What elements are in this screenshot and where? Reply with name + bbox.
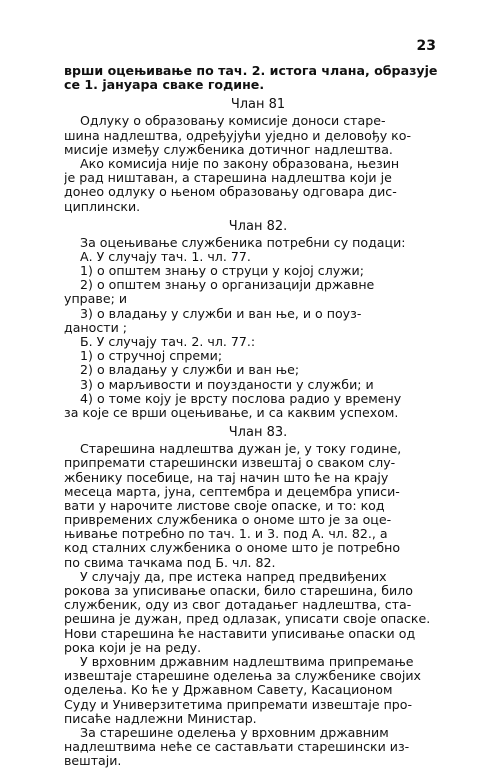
text-line: решина је дужан, пред одлазак, уписати своје опаске.	[64, 612, 431, 627]
text-line: 3) о марљивости и поузданости у служби; и	[64, 377, 374, 392]
text-line: мисије између службеника дотичног надлештва.	[64, 142, 393, 157]
text-line: У случају да, пре истека напред предвиђених	[64, 569, 387, 584]
text-line: за које се врши оцењивање, и са каквим успехом.	[64, 405, 399, 420]
article-heading: Члан 82.	[228, 218, 288, 234]
text-line: Старешина надлештва дужан је, у току године,	[64, 442, 402, 457]
text-line: У врховним државним надлештвима припремање	[64, 654, 414, 669]
text-line: Нови старешина ће наставити уписивање опаски од	[64, 626, 416, 641]
text-line: оделења. Ко ће у Државном Савету, Касационом	[64, 683, 393, 698]
text-line: вештаји.	[64, 754, 122, 768]
text-line: даности ;	[64, 320, 128, 335]
text-line: је рад ништаван, а старешина надлештва који је	[64, 171, 392, 186]
text-line: вати у нарочите листове своје опаске, и то: код	[64, 498, 385, 513]
text-line: службеник, оду из свог дотадањег надлештва, ста-	[64, 598, 412, 613]
document-body	[64, 64, 452, 768]
text-line: 2) о општем знању о организацији државне	[64, 278, 375, 293]
text-line: извештаје старешине оделења за службенике својих	[64, 669, 421, 684]
article-heading: Члан 81	[230, 97, 286, 113]
text-line: 2) о владању у служби и ван ње;	[64, 363, 300, 378]
text-line: се 1. јануара сваке године.	[64, 78, 265, 93]
text-line: Б. У случају тач. 2. чл. 77.:	[64, 335, 256, 349]
text-line: месеца марта, јуна, септембра и децембра уписи-	[64, 484, 400, 499]
text-line: 1) о стручној спреми;	[64, 349, 223, 364]
text-line: 4) о томе коју је врсту послова радио у времену	[64, 391, 402, 406]
text-line: управе; и	[64, 292, 127, 307]
page-number: 23	[416, 38, 436, 54]
text-line: рока који је на реду.	[64, 640, 202, 655]
text-line: Суду и Универзитетима припремати извештаје про-	[64, 697, 413, 712]
text-line: жбенику посебице, на тај начин што ће на крају	[64, 470, 389, 485]
article-heading: Члан 83.	[228, 425, 288, 441]
text-line: врши оцењивање по тач. 2. истога члана, образује	[64, 64, 438, 78]
text-line: по свима тачкама под Б. чл. 82.	[64, 555, 276, 570]
text-line: донео одлуку о њеном образовању одговара дис-	[64, 185, 397, 200]
text-line: њивање потребно по тач. 1. и 3. под А. чл. 82., а	[64, 527, 388, 542]
text-line: припремати старешински извештај о сваком слу-	[64, 456, 396, 471]
text-line: рокова за уписивање опаски, било старешина, било	[64, 584, 413, 598]
text-line: циплински.	[64, 199, 141, 214]
text-line: За старешине оделења у врховним државним	[64, 725, 389, 740]
text-line: 3) о владању у служби и ван ње, и о поуз-	[64, 306, 362, 321]
text-line: код сталних службеника о ономе што је потребно	[64, 541, 401, 556]
text-line: писаће надлежни Министар.	[64, 711, 257, 726]
text-line: Ако комисија није по закону образована, њезин	[64, 156, 400, 171]
text-line: 1) о општем знању о струци у којој служи;	[64, 264, 364, 279]
text-line: привремених службеника о ономе што је за оце-	[64, 513, 392, 528]
text-line: А. У случају тач. 1. чл. 77.	[64, 249, 251, 264]
text-line: За оцењивање службеника потребни су подаци:	[64, 235, 406, 250]
text-line: надлештвима неће се састављати старешински из-	[64, 740, 410, 755]
text-line: шина надлештва, одређујући уједно и деловођу ко-	[64, 128, 412, 143]
text-line: Одлуку о образовању комисије доноси старе-	[64, 114, 386, 129]
